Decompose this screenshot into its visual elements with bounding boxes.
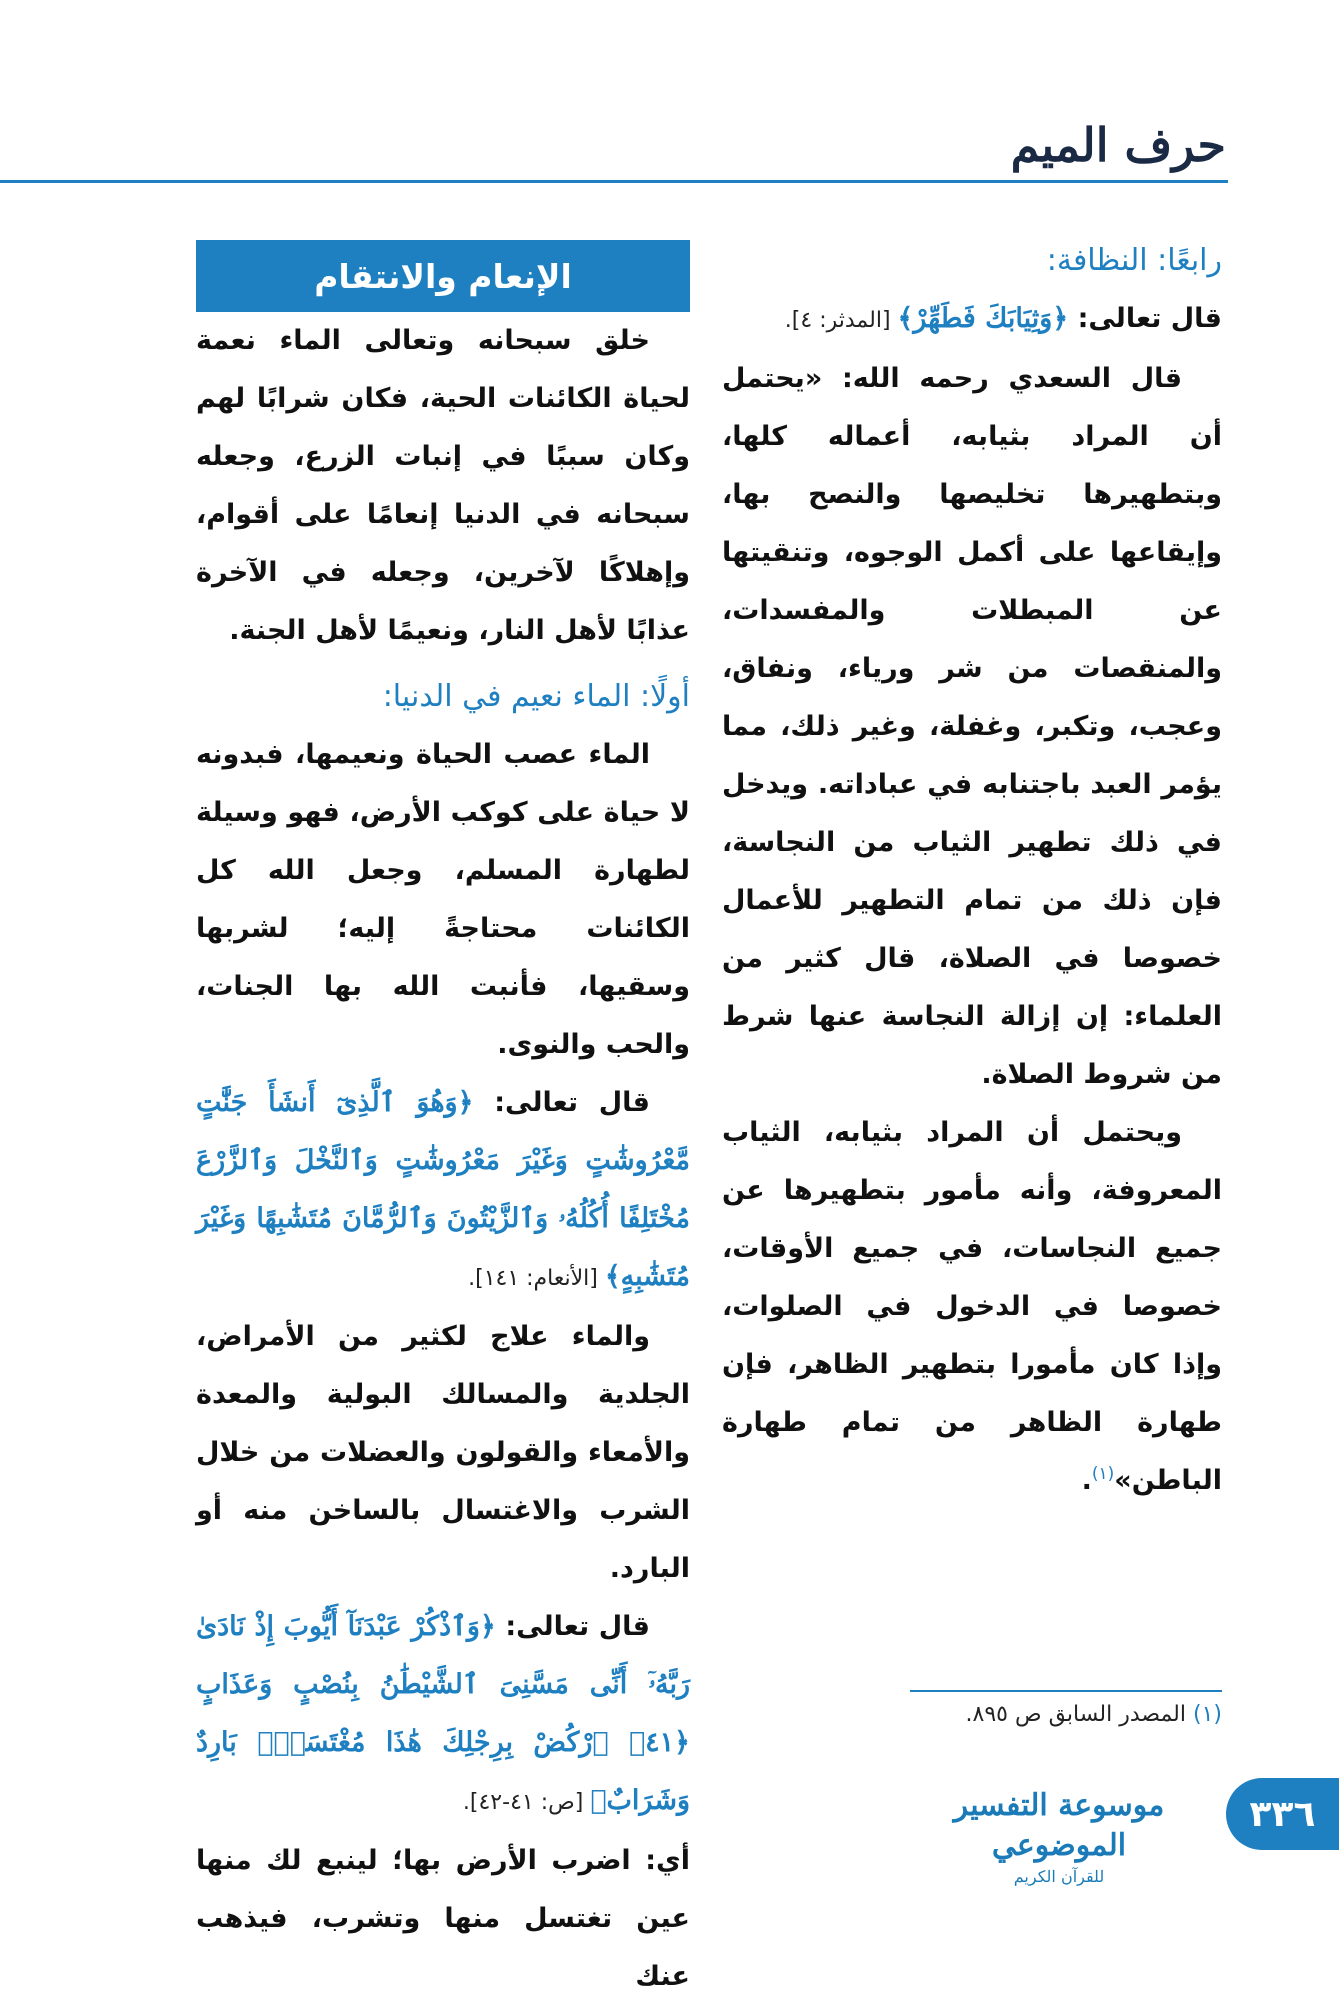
header-rule [0,180,1228,183]
footnote-marker[interactable]: (١) [1091,1464,1115,1484]
quran-verse: ﴿وَثِيَابَكَ فَطَهِّرْ﴾ [897,303,1069,334]
right-column [722,232,1222,1510]
body-paragraph [722,1104,1222,1510]
logo-line-2: للقرآن الكريم [1013,1867,1105,1886]
left-column [196,312,690,2006]
body-paragraph: والماء علاج لكثير من الأمراض، الجلدية والمسالك البولية والمعدة والأمعاء والقولون والعضلات من خلال الشرب والاغتسال بالساخن منه أو البارد. [196,1321,690,1584]
verse-intro: قال تعالى: [495,1611,650,1642]
body-paragraph: خلق سبحانه وتعالى الماء نعمة لحياة الكائنات الحية، فكان شرابًا لهم وكان سببًا في إنبات الزرع، وجعله سبحانه في الدنيا إنعامًا على أقوام، وإهلاكًا لآخرين، وجعله في الآخرة عذابًا لأهل النار، ونعيمًا لأهل الجنة. [196,325,690,646]
section-heading-cleanliness: رابعًا: النظافة: [1046,243,1222,278]
section-heading-water-blessing: أولًا: الماء نعيم في الدنيا: [382,679,690,714]
verse-intro: قال تعالى: [473,1087,650,1118]
verse-paragraph [196,1598,690,1832]
page-number: ٣٣٦ [1226,1778,1339,1850]
verse-paragraph [722,290,1222,350]
verse-paragraph [196,1074,690,1308]
verse-reference: [الأنعام: ١٤١]. [468,1266,605,1291]
paragraph-end: . [1081,1465,1092,1496]
logo-line-1: موسوعة التفسير الموضوعي [953,1788,1165,1863]
section-title-bar: الإنعام والانتقام [196,240,690,312]
footnote-text: المصدر السابق ص ٨٩٥. [965,1702,1193,1727]
verse-intro: قال تعالى: [1068,303,1222,334]
running-header-title: حرف الميم [1010,118,1226,172]
paragraph-text: ويحتمل أن المراد بثيابه، الثياب المعروفة، وأنه مأمور بتطهيرها عن جميع النجاسات، في جميع الأوقات، خصوصا في الدخول في الصلوات، وإذا كان مأمورا بتطهير الظاهر، فإن طهارة الظاهر من تمام طهارة الباطن» [722,1117,1222,1496]
verse-reference: [ص: ٤١-٤٢]. [462,1790,591,1815]
quran-verse: ﴿وَٱذْكُرْ عَبْدَنَآ أَيُّوبَ إِذْ نَادَىٰ رَبَّهُۥٓ أَنِّى مَسَّنِىَ ٱلشَّيْطَٰنُ بِنُصْبٍ وَعَذَابٍ ﴿٤١﴾ ٱرْكُضْ بِرِجْلِكَ هَٰذَا مُغْتَسَلٌۢ بَارِدٌ وَشَرَابٌ﴾ [196,1611,690,1816]
footnote-rule [910,1690,1222,1692]
encyclopedia-logo [924,1786,1194,1886]
body-paragraph: قال السعدي رحمه الله: «يحتمل أن المراد بثيابه، أعماله كلها، وبتطهيرها تخليصها والنصح بها، وإيقاعها على أكمل الوجوه، وتنقيتها عن المبطلات والمفسدات، والمنقصات من شر ورياء، ونفاق، وعجب، وتكبر، وغفلة، وغير ذلك، مما يؤمر العبد باجتنابه في عباداته. ويدخل في ذلك تطهير الثياب من النجاسة، فإن ذلك من تمام التطهير للأعمال خصوصا في الصلاة، قال كثير من العلماء: إن إزالة النجاسة عنها شرط من شروط الصلاة. [722,363,1222,1090]
footnote-number: (١) [1192,1702,1222,1727]
verse-reference: [المدثر: ٤]. [784,308,898,333]
footnote [722,1702,1222,1727]
body-paragraph: أي: اضرب الأرض بها؛ لينبع لك منها عين تغتسل منها وتشرب، فيذهب عنك [196,1845,690,1992]
quran-verse: ﴿وَهُوَ ٱلَّذِىٓ أَنشَأَ جَنَّٰتٍ مَّعْرُوشَٰتٍ وَغَيْرَ مَعْرُوشَٰتٍ وَٱلنَّخْلَ وَٱلزَّرْعَ مُخْتَلِفًا أُكُلُهُۥ وَٱلزَّيْتُونَ وَٱلرُّمَّانَ مُتَشَٰبِهًا وَغَيْرَ مُتَشَٰبِهٍ﴾ [196,1087,690,1292]
body-paragraph: الماء عصب الحياة ونعيمها، فبدونه لا حياة على كوكب الأرض، فهو وسيلة لطهارة المسلم، وجعل الله كل الكائنات محتاجةً إليه؛ لشربها وسقيها، فأنبت الله بها الجنات، والحب والنوى. [196,739,690,1060]
